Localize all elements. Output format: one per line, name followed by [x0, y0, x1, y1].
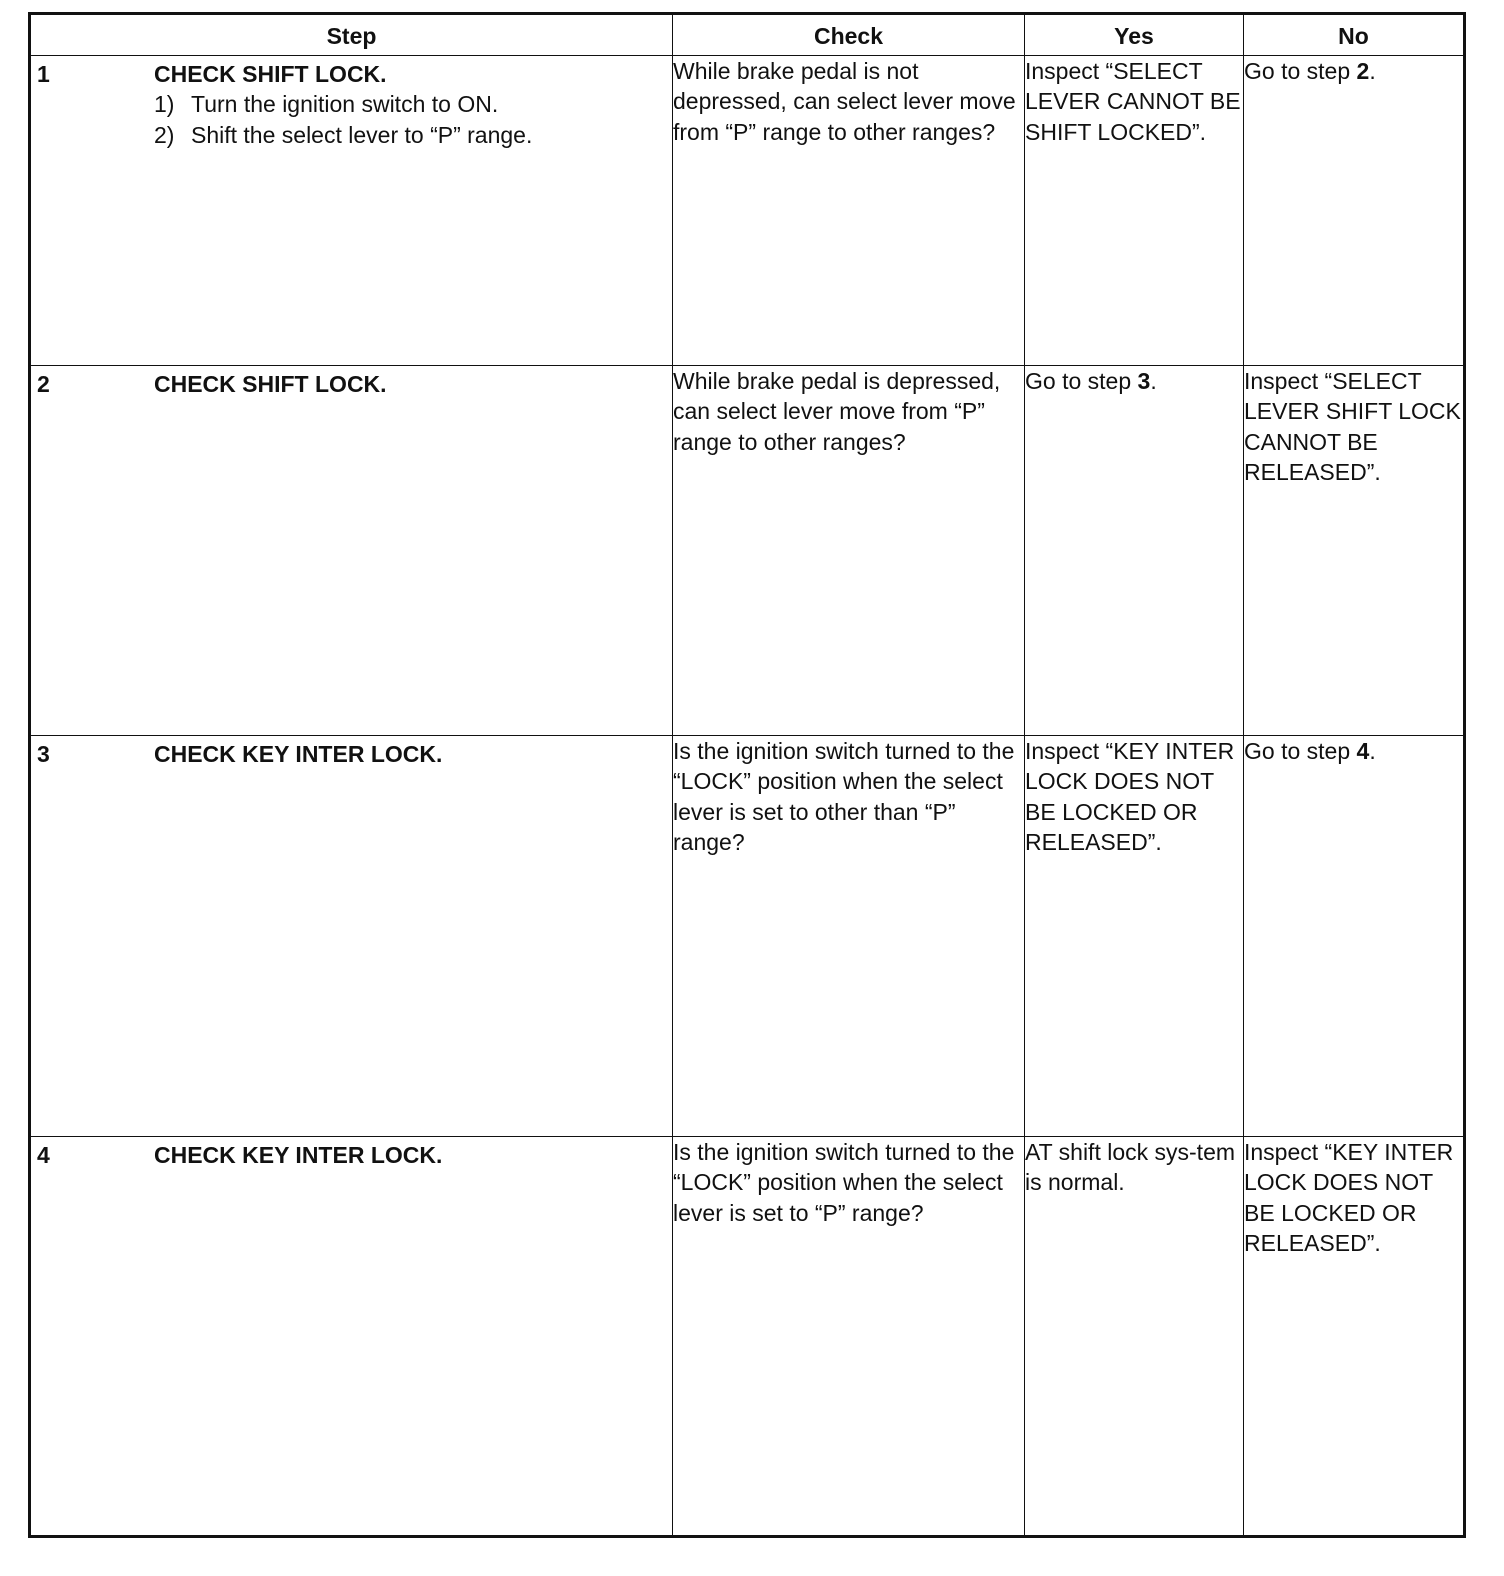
no-text: Go to step — [1244, 738, 1357, 764]
no-text: Inspect “SELECT LEVER SHIFT LOCK CANNOT BE RELEASED”. — [1244, 368, 1461, 486]
step-reference: 2 — [1356, 58, 1370, 84]
yes-text: Inspect “KEY INTER LOCK DOES NOT BE LOCKED OR RELEASED”. — [1025, 738, 1235, 856]
substep-text: Shift the select lever to “P” range. — [191, 121, 533, 148]
check-cell: While brake pedal is not depressed, can select lever move from “P” range to other ranges? — [673, 56, 1025, 366]
step-reference: 4 — [1356, 738, 1370, 764]
step-title: CHECK SHIFT LOCK. — [154, 61, 387, 87]
header-yes: Yes — [1025, 14, 1244, 56]
substep-index: 2) — [154, 121, 175, 148]
step-cell — [30, 1137, 673, 1537]
check-cell: While brake pedal is depressed, can select lever move from “P” range to other ranges? — [673, 366, 1025, 736]
diagnosis-table — [28, 12, 1466, 1538]
step-number: 1 — [37, 61, 50, 87]
no-text: Inspect “KEY INTER LOCK DOES NOT BE LOCKED OR RELEASED”. — [1244, 1139, 1454, 1257]
step-title: CHECK KEY INTER LOCK. — [154, 741, 443, 767]
yes-cell — [1025, 1137, 1244, 1537]
table-row — [30, 366, 1465, 736]
yes-cell — [1025, 56, 1244, 366]
step-reference: 3 — [1137, 368, 1151, 394]
step-cell — [30, 56, 673, 366]
no-text-tail: . — [1369, 58, 1376, 84]
step-title: CHECK KEY INTER LOCK. — [154, 1142, 443, 1168]
substep — [154, 89, 672, 119]
table-row — [30, 56, 1465, 366]
substep-index: 1) — [154, 91, 175, 118]
no-text: Go to step — [1244, 58, 1357, 84]
no-cell — [1244, 736, 1465, 1137]
yes-cell — [1025, 736, 1244, 1137]
header-check: Check — [673, 14, 1025, 56]
step-number: 4 — [37, 1142, 50, 1168]
table-row — [30, 1137, 1465, 1537]
header-row — [30, 14, 1465, 56]
step-number: 2 — [37, 371, 50, 397]
yes-cell — [1025, 366, 1244, 736]
no-cell — [1244, 56, 1465, 366]
header-no: No — [1244, 14, 1465, 56]
check-cell: Is the ignition switch turned to the “LOCK” position when the select lever is set to other than “P” range? — [673, 736, 1025, 1137]
no-cell — [1244, 366, 1465, 736]
header-step: Step — [30, 14, 673, 56]
yes-text: Go to step — [1025, 368, 1138, 394]
no-text-tail: . — [1369, 738, 1376, 764]
no-cell — [1244, 1137, 1465, 1537]
yes-text: Inspect “SELECT LEVER CANNOT BE SHIFT LOCKED”. — [1025, 58, 1241, 145]
yes-text: AT shift lock sys-tem is normal. — [1025, 1139, 1236, 1196]
substep — [154, 120, 672, 150]
yes-text-tail: . — [1150, 368, 1157, 394]
step-cell — [30, 736, 673, 1137]
step-title: CHECK SHIFT LOCK. — [154, 371, 387, 397]
substep-text: Turn the ignition switch to ON. — [191, 91, 499, 118]
table-row — [30, 736, 1465, 1137]
check-cell: Is the ignition switch turned to the “LOCK” position when the select lever is set to “P” range? — [673, 1137, 1025, 1537]
step-number: 3 — [37, 741, 50, 767]
step-cell — [30, 366, 673, 736]
